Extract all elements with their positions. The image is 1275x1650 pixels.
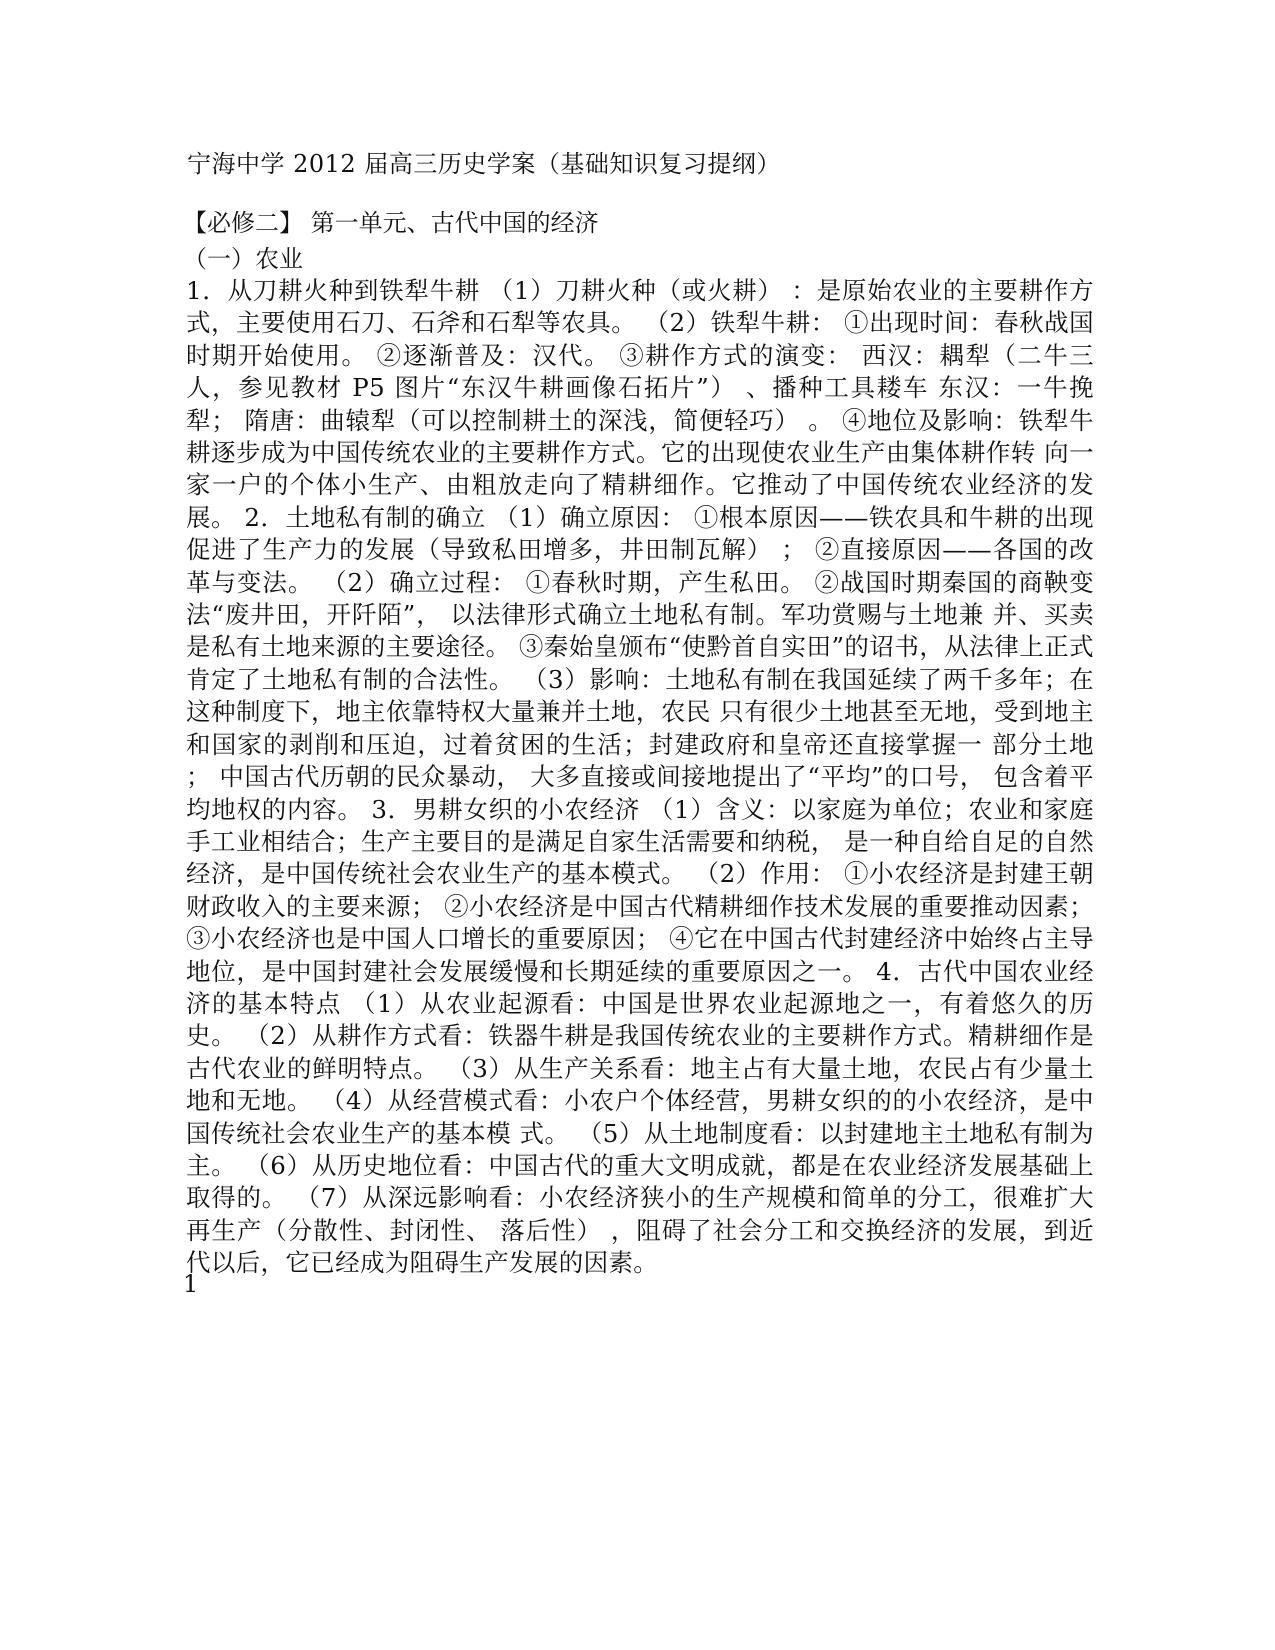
section-heading: （一）农业	[183, 245, 303, 273]
unit-heading: 【必修二】 第一单元、古代中国的经济	[183, 209, 599, 237]
page-number: 1	[183, 1270, 199, 1298]
body-paragraph: 1．从刀耕火种到铁犁牛耕 （1）刀耕火种（或火耕） ：是原始农业的主要耕作方式，主要使用石刀、石斧和石犁等农具。 （2）铁犁牛耕： ①出现时间：春秋战国时期开始使用。 ②逐渐普及：汉代。 ③耕作方式的演变： 西汉：耦犁（二牛三人，参见教材 P5 图片“东汉牛耕画像石拓片”） 、播种工具耧车 东汉：一牛挽犁； 隋唐：曲辕犁（可以控制耕土的深浅，简便轻巧） 。 ④地位及影响：铁犁牛耕逐步成为中国传统农业的主要耕作方式。它的出现使农业生产由集体耕作转 向一家一户的个体小生产、由粗放走向了精耕细作。它推动了中国传统农业经济的发展。 2．土地私有制的确立 （1）确立原因： ①根本原因——铁农具和牛耕的出现促进了生产力的发展（导致私田增多，井田制瓦解） ； ②直接原因——各国的改革与变法。 （2）确立过程： ①春秋时期，产生私田。 ②战国时期秦国的商鞅变法“废井田，开阡陌”， 以法律形式确立土地私有制。军功赏赐与土地兼 并、买卖是私有土地来源的主要途径。 ③秦始皇颁布“使黔首自实田”的诏书，从法律上正式肯定了土地私有制的合法性。 （3）影响：土地私有制在我国延续了两千多年；在这种制度下，地主依靠特权大量兼并土地，农民 只有很少土地甚至无地，受到地主和国家的剥削和压迫，过着贫困的生活；封建政府和皇帝还直接掌握一 部分土地 ； 中国古代历朝的民众暴动， 大多直接或间接地提出了“平均”的口号， 包含着平均地权的内容。 3．男耕女织的小农经济 （1）含义：以家庭为单位；农业和家庭手工业相结合；生产主要目的是满足自家生活需要和纳税， 是一种自给自足的自然经济，是中国传统社会农业生产的基本模式。 （2）作用： ①小农经济是封建王朝财政收入的主要来源； ②小农经济是中国古代精耕细作技术发展的重要推动因素； ③小农经济也是中国人口增长的重要原因； ④它在中国古代封建经济中始终占主导地位，是中国封建社会发展缓慢和长期延续的重要原因之一。 4．古代中国农业经济的基本特点 （1）从农业起源看：中国是世界农业起源地之一，有着悠久的历史。 （2）从耕作方式看：铁器牛耕是我国传统农业的主要耕作方式。精耕细作是古代农业的鲜明特点。 （3）从生产关系看：地主占有大量土地，农民占有少量土地和无地。 （4）从经营模式看：小农户个体经营，男耕女织的的小农经济，是中国传统社会农业生产的基本模 式。 （5）从土地制度看：以封建地主土地私有制为主。 （6）从历史地位看：中国古代的重大文明成就，都是在农业经济发展基础上取得的。 （7）从深远影响看：小农经济狭小的生产规模和简单的分工，很难扩大再生产（分散性、封闭性、 落后性） ，阻碍了社会分工和交换经济的发展，到近代以后，它已经成为阻碍生产发展的因素。	[186, 276, 1094, 1278]
document-title: 宁海中学 2012 届高三历史学案（基础知识复习提纲）	[187, 150, 781, 178]
